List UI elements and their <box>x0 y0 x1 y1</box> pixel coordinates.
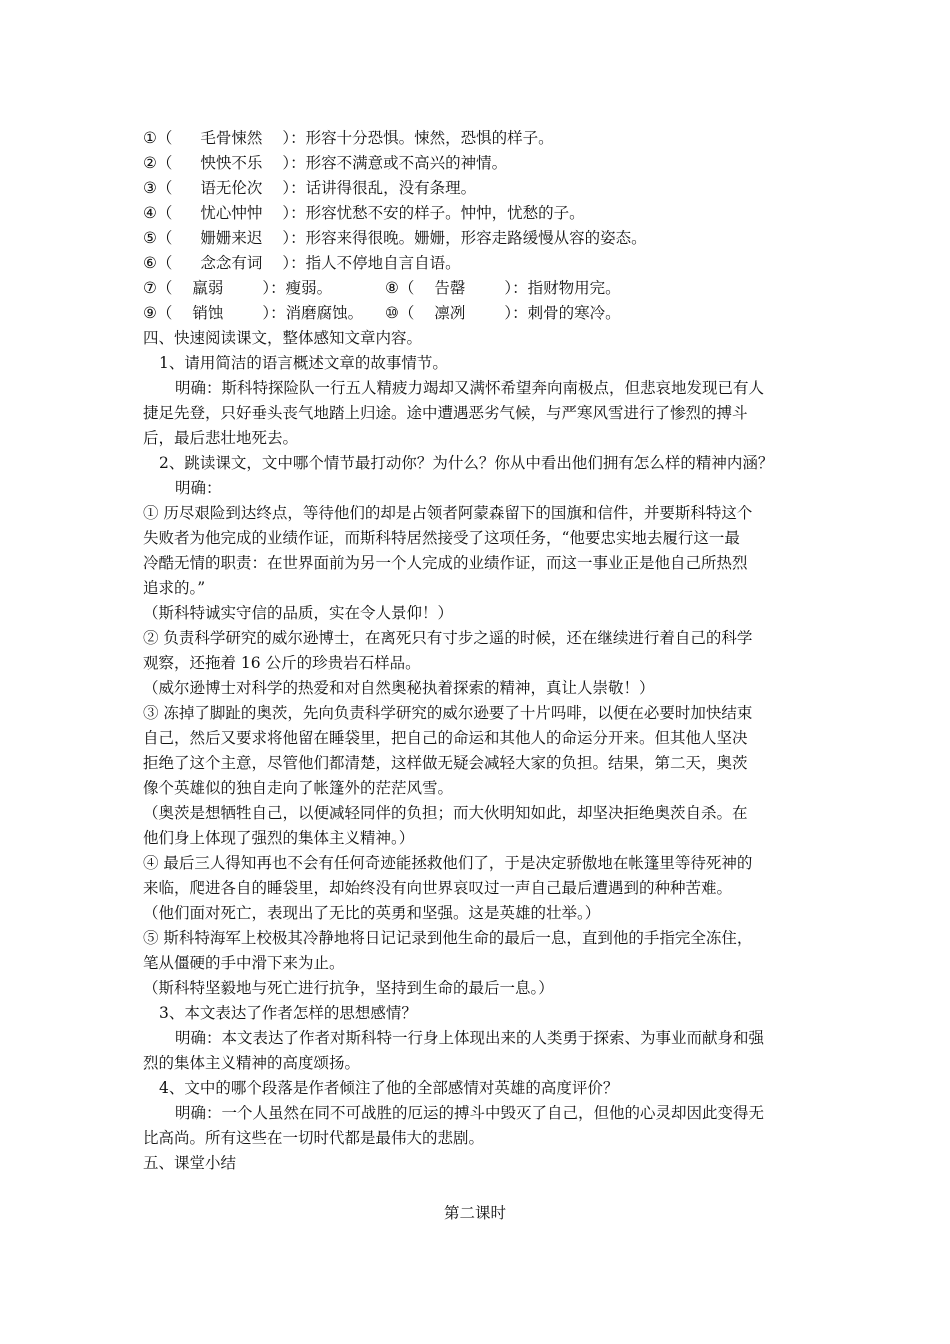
comment-line: （斯科特诚实守信的品质，实在令人景仰！） <box>143 604 454 622</box>
vocab-def: 形容来得很晚。姗姗，形容走路缓慢从容的姿态。 <box>305 229 647 247</box>
vocab-close: ）： <box>282 179 306 197</box>
vocab-term: 语无伦次 <box>200 179 263 197</box>
question: 1、请用简洁的语言概述文章的故事情节。 <box>159 354 448 372</box>
answer-line: 明确：斯科特探险队一行五人精疲力竭却又满怀希望奔向南极点，但悲哀地发现已有人 <box>175 379 765 397</box>
paragraph-line: 笔从僵硬的手中滑下来为止。 <box>143 954 345 972</box>
vocab-def: 形容不满意或不高兴的神情。 <box>305 154 508 172</box>
vocab-num: ②（ <box>143 154 173 172</box>
vocab-term: 告罄 <box>434 279 466 297</box>
paragraph-line: 拒绝了这个主意，尽管他们都清楚，这样做无疑会减轻大家的负担。结果，第二天，奥茨 <box>143 754 748 772</box>
lesson-title: 第二课时 <box>443 1204 506 1222</box>
comment-line: （奥茨是想牺牲自己，以便减轻同伴的负担；而大伙明知如此，却坚决拒绝奥茨自杀。在 <box>143 804 748 822</box>
answer-line: 烈的集体主义精神的高度颂扬。 <box>143 1054 361 1072</box>
paragraph-line: 来临，爬进各自的睡袋里，却始终没有向世界哀叹过一声自己最后遭遇到的种种苦难。 <box>143 879 733 897</box>
answer-line: 明确：本文表达了作者对斯科特一行身上体现出来的人类勇于探索、为事业而献身和强 <box>175 1029 765 1047</box>
vocab-def: 刺骨的寒冷。 <box>527 304 621 322</box>
paragraph-line: 冷酷无情的职责：在世界面前为另一个人完成的业绩作证，而这一事业正是他自己所热烈 <box>143 554 748 572</box>
paragraph-line: 像个英雄似的独自走向了帐篷外的茫茫风雪。 <box>143 779 454 797</box>
vocab-def: 形容忧愁不安的样子。忡忡，忧愁的子。 <box>305 204 585 222</box>
vocab-term: 姗姗来迟 <box>200 229 263 247</box>
vocab-num: ⑥（ <box>143 254 173 272</box>
paragraph-line: 失败者为他完成的业绩作证，而斯科特居然接受了这项任务，“他要忠实地去履行这一最 <box>143 529 740 547</box>
vocab-item <box>143 152 507 174</box>
vocab-close: ）： <box>262 279 286 297</box>
comment-line: （斯科特坚毅地与死亡进行抗争，坚持到生命的最后一息。） <box>143 979 554 997</box>
paragraph-line: ⑤ 斯科特海军上校极其冷静地将日记记录到他生命的最后一息，直到他的手指完全冻住， <box>143 929 753 947</box>
vocab-term: 凛冽 <box>434 304 466 322</box>
question: 2、跳读课文，文中哪个情节最打动你？为什么？你从中看出他们拥有怎么样的精神内涵？ <box>159 454 774 472</box>
vocab-def: 瘦弱。 <box>285 279 333 297</box>
vocab-term: 羸弱 <box>192 279 224 297</box>
vocab-close: ）： <box>504 304 528 322</box>
comment-line: （威尔逊博士对科学的热爱和对自然奥秘执着探索的精神，真让人崇敬！） <box>143 679 655 697</box>
answer-label: 明确： <box>175 479 222 497</box>
vocab-close: ）： <box>282 254 306 272</box>
vocab-num: ⑦（ <box>143 279 173 297</box>
comment-line: （他们面对死亡，表现出了无比的英勇和坚强。这是英雄的壮举。） <box>143 904 601 922</box>
paragraph-line: 观察，还拖着 16 公斤的珍贵岩石样品。 <box>143 654 421 672</box>
paragraph-line: ① 历尽艰险到达终点，等待他们的却是占领者阿蒙森留下的国旗和信件，并要斯科特这个 <box>143 504 753 522</box>
question: 3、本文表达了作者怎样的思想感情？ <box>159 1004 417 1022</box>
vocab-def: 形容十分恐惧。悚然，恐惧的样子。 <box>305 129 554 147</box>
vocab-num: ④（ <box>143 204 173 222</box>
vocab-term: 忧心忡忡 <box>200 204 263 222</box>
vocab-close: ）： <box>504 279 528 297</box>
vocab-item <box>143 227 647 249</box>
comment-line: 他们身上体现了强烈的集体主义精神。） <box>143 829 415 847</box>
vocab-num: ⑧（ <box>385 279 415 297</box>
vocab-term: 怏怏不乐 <box>200 154 263 172</box>
vocab-term: 毛骨悚然 <box>200 129 263 147</box>
vocab-item <box>143 127 554 149</box>
paragraph-line: 追求的。” <box>143 579 206 597</box>
vocab-def: 指人不停地自言自语。 <box>305 254 461 272</box>
vocab-close: ）： <box>282 204 306 222</box>
vocab-close: ）： <box>282 129 306 147</box>
vocab-num: ⑨（ <box>143 304 173 322</box>
vocab-term: 念念有词 <box>200 254 263 272</box>
answer-line: 后，最后悲壮地死去。 <box>143 429 299 447</box>
vocab-close: ）： <box>262 304 286 322</box>
paragraph-line: ③ 冻掉了脚趾的奥茨，先向负责科学研究的威尔逊要了十片吗啡，以便在必要时加快结束 <box>143 704 753 722</box>
answer-line: 明确：一个人虽然在同不可战胜的厄运的搏斗中毁灭了自己，但他的心灵却因此变得无 <box>175 1104 765 1122</box>
question: 4、文中的哪个段落是作者倾注了他的全部感情对英雄的高度评价？ <box>159 1079 619 1097</box>
vocab-pair <box>143 277 621 299</box>
vocab-def: 话讲得很乱，没有条理。 <box>305 179 477 197</box>
section-heading: 五、课堂小结 <box>143 1154 237 1172</box>
vocab-num: ③（ <box>143 179 173 197</box>
paragraph-line: ② 负责科学研究的威尔逊博士，在离死只有寸步之遥的时候，还在继续进行着自己的科学 <box>143 629 753 647</box>
vocab-def: 消磨腐蚀。 <box>285 304 364 322</box>
paragraph-line: 自己，然后又要求将他留在睡袋里，把自己的命运和其他人的命运分开来。但其他人坚决 <box>143 729 748 747</box>
vocab-close: ）： <box>282 229 306 247</box>
vocab-def: 指财物用完。 <box>527 279 621 297</box>
vocab-item <box>143 252 461 274</box>
answer-line: 比高尚。所有这些在一切时代都是最伟大的悲剧。 <box>143 1129 485 1147</box>
answer-line: 捷足先登，只好垂头丧气地踏上归途。途中遭遇恶劣气候，与严寒风雪进行了惨烈的搏斗 <box>143 404 748 422</box>
vocab-num: ⑤（ <box>143 229 173 247</box>
vocab-num: ⑩（ <box>385 304 415 322</box>
paragraph-line: ④ 最后三人得知再也不会有任何奇迹能拯救他们了，于是决定骄傲地在帐篷里等待死神的 <box>143 854 753 872</box>
vocab-close: ）： <box>282 154 306 172</box>
vocab-num: ①（ <box>143 129 173 147</box>
vocab-item <box>143 202 585 224</box>
vocab-pair <box>143 302 621 324</box>
vocab-item <box>143 177 476 199</box>
section-heading: 四、快速阅读课文，整体感知文章内容。 <box>143 329 423 347</box>
vocab-term: 销蚀 <box>192 304 224 322</box>
